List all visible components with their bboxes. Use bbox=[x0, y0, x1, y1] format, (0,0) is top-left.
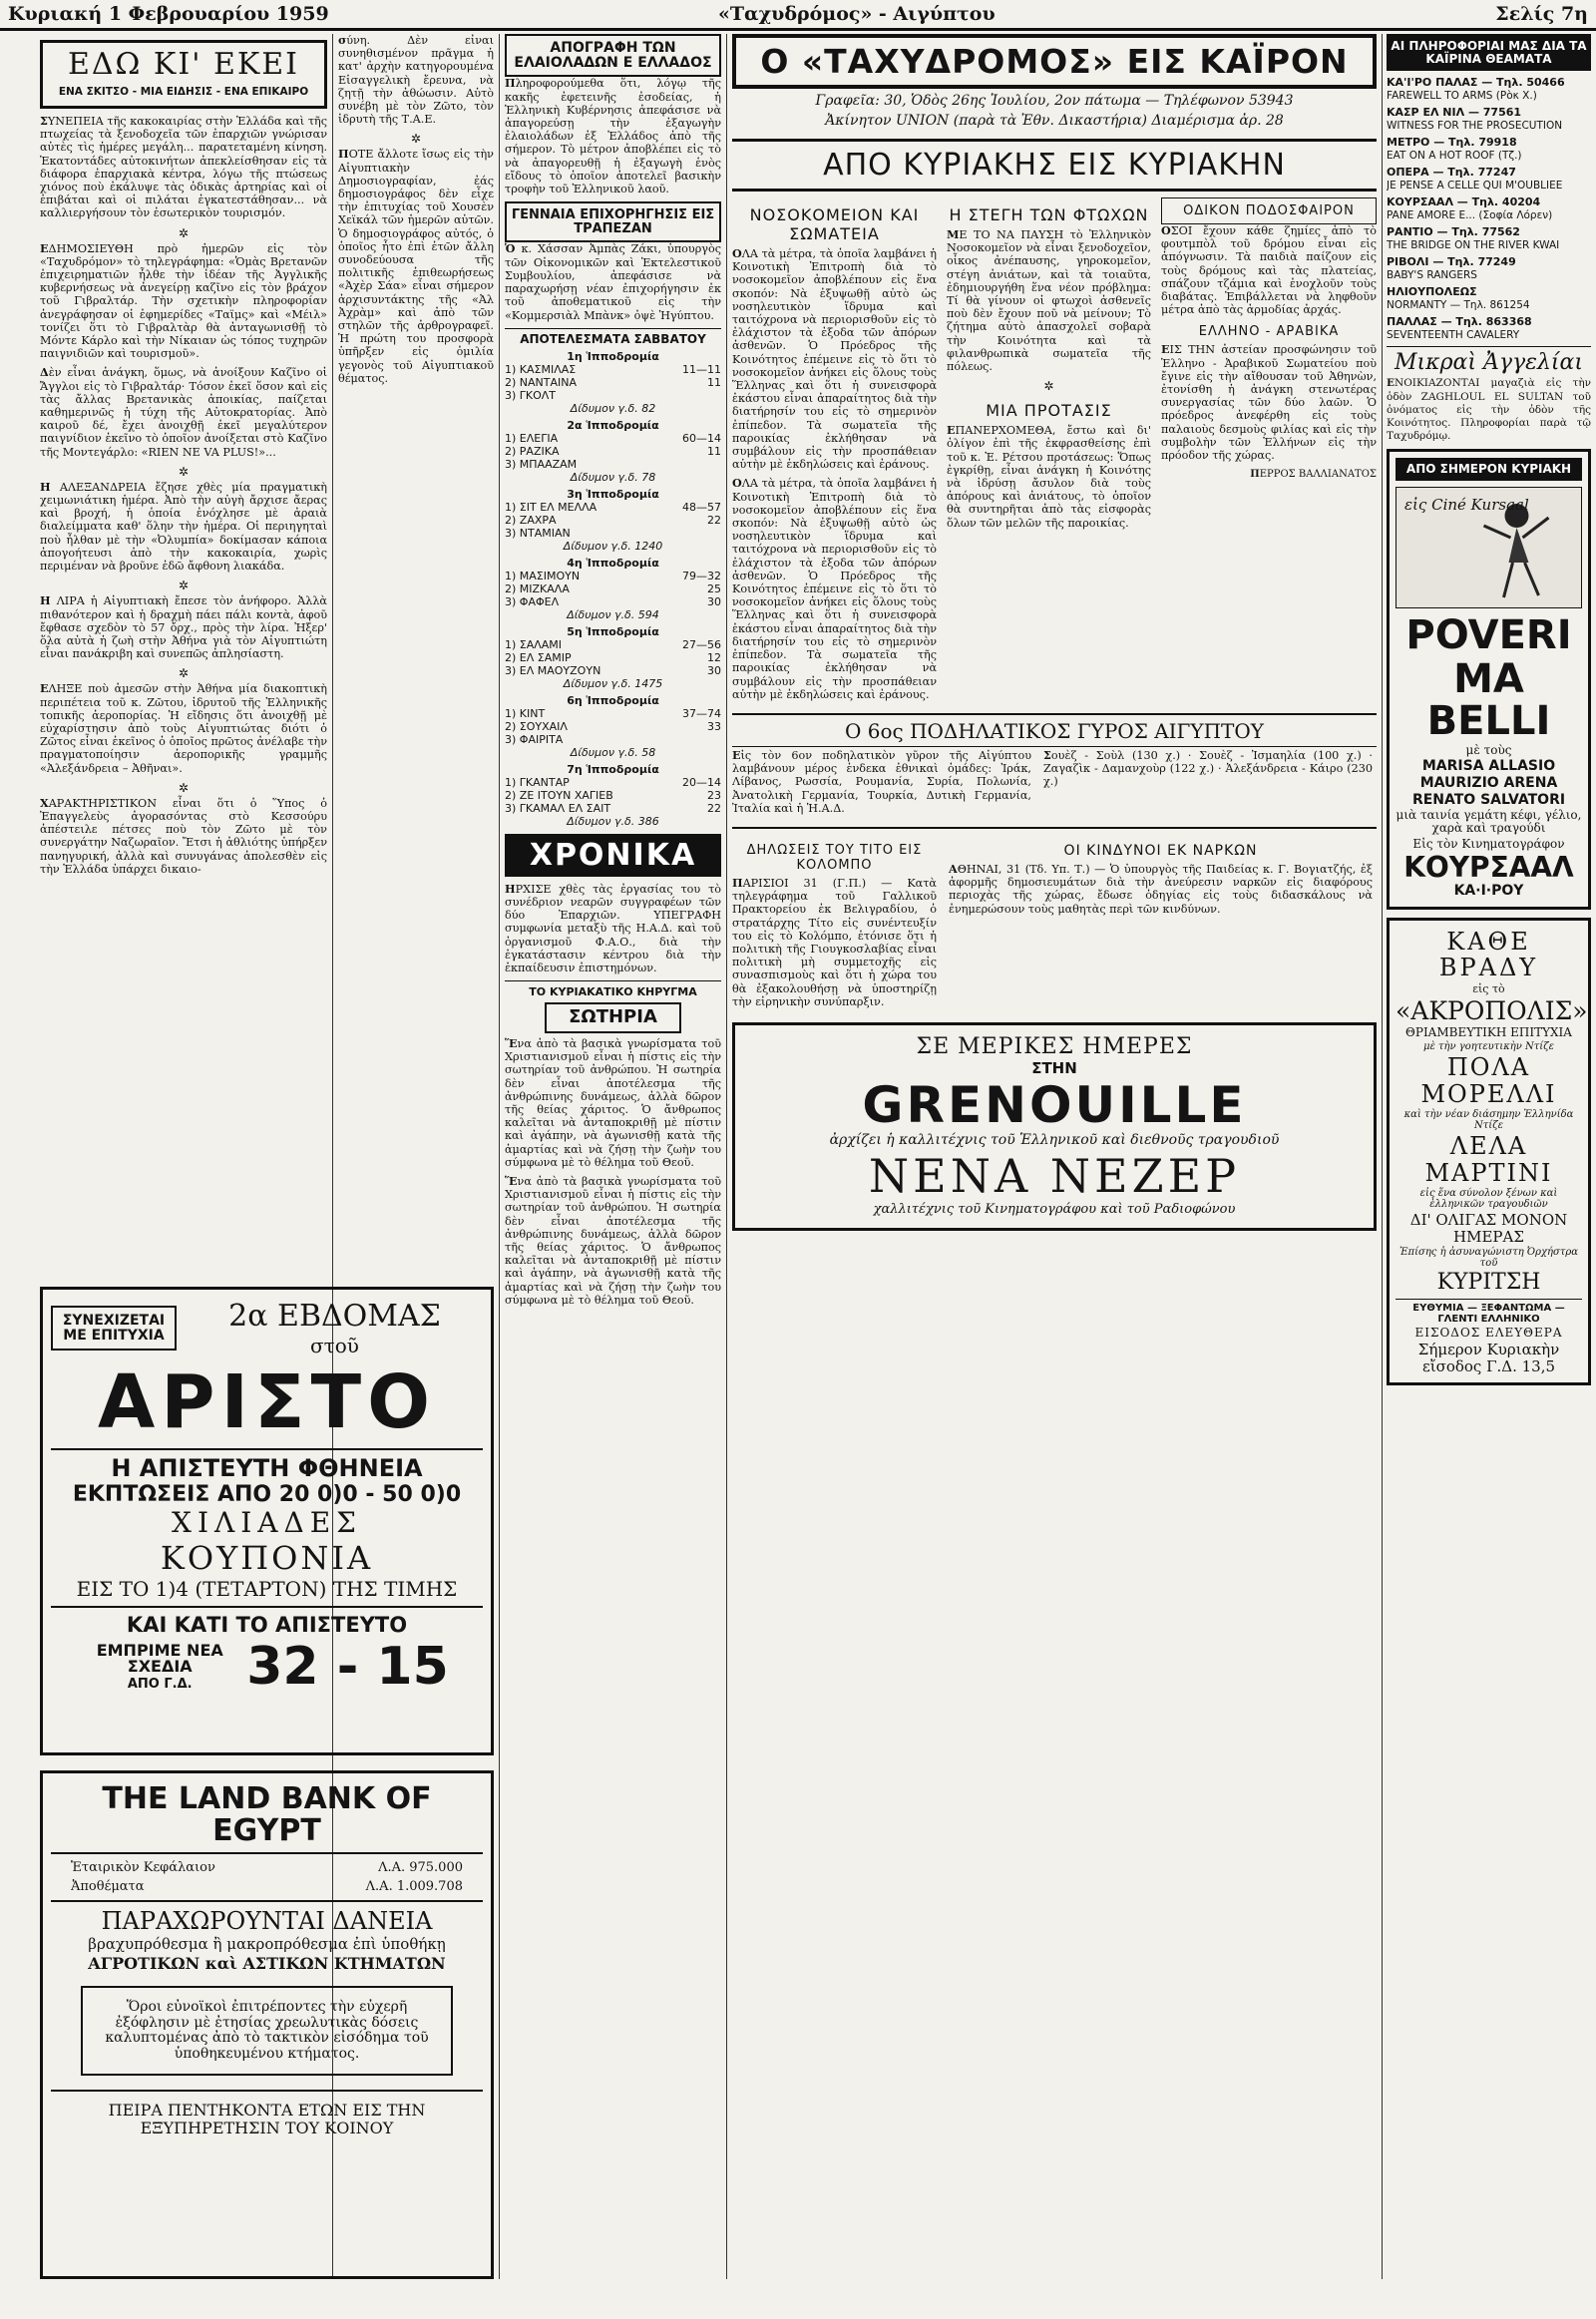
article-paragraph: ΗΡΧΙΣΕ χθὲς τὰς ἐργασίας του τὸ συνέδριον νεαρῶν συγγραφέων τῶν δύο Ἐπαρχιῶν. ΥΠΕΓΡΑΦΗ συμφωνία μεταξὺ τῆς Η.Α.Δ. καὶ τοῦ ὀργανισμοῦ Φ.Α.Ο., διὰ τὴν ἐγκατάστασιν κέντρου διὰ τὴν ἐκπαίδευσιν ἐπιστημόνων. bbox=[505, 881, 721, 974]
theatre-name: ΚΟΥΡΣΑΑΛ — Τηλ. 40204 bbox=[1387, 195, 1541, 209]
grenouille-artist: ΝΕΝΑ ΝΕΖΕΡ bbox=[868, 1148, 1241, 1203]
horse-name: 1) ΜΑΣΙΜΟΥΝ bbox=[505, 569, 581, 582]
header-date: Κυριακή 1 Φεβρουαρίου 1959 bbox=[8, 3, 329, 25]
horse-name: 3) ΕΛ ΜΑΟΥΖΟΥΝ bbox=[505, 663, 601, 677]
theatre-film: NORMANTY — Τηλ. 861254 bbox=[1387, 298, 1530, 311]
grenouille-ad-title: ΣΕ ΜΕΡΙΚΕΣ ΗΜΕΡΕΣ bbox=[916, 1033, 1193, 1059]
theatre-film: THE BRIDGE ON THE RIVER KWAI bbox=[1387, 238, 1560, 251]
edo-ki-ekei-title-box bbox=[40, 40, 327, 109]
aristo-line: ΚΟΥΠΟΝΙΑ bbox=[160, 1538, 374, 1577]
article-paragraph: ΟΣΟΙ ἔχουν κάθε ζημίες ἀπὸ τὸ φουτμπὸλ τοῦ δρόμου εἶναι εἰς ἀπόγνωσιν. Τὰ παιδιὰ παίζουν εἰς τοὺς δρόμους καὶ τὰς πλατείας, σπάζουν τζάμια καὶ ἐνοχλοῦν τοὺς διαβάτας. Ἐπιβάλλεται νὰ ληφθοῦν μέτρα ἀπὸ τὰς ἀρμοδίας ἀρχάς. bbox=[1161, 223, 1377, 317]
greek-arab-headline: ΕΛΛΗΝΟ - ΑΡΑΒΙΚΑ bbox=[1198, 324, 1340, 340]
cinema-info-title: ΑΙ ΠΛΗΡΟΦΟΡΙΑΙ ΜΑΣ ΔΙΑ ΤΑ ΚΑΪΡΙΝΑ ΘΕΑΜΑΤΑ bbox=[1391, 39, 1587, 66]
race-result-row bbox=[505, 789, 721, 802]
land-bank-kinds: ΑΓΡΟΤΙΚΩΝ καὶ ΑΣΤΙΚΩΝ ΚΤΗΜΑΤΩΝ bbox=[88, 1953, 446, 1973]
theatre-listing bbox=[1387, 167, 1591, 192]
aristo-ad-week-block bbox=[187, 1298, 483, 1358]
header-paper: «Ταχυδρόμος» - Αιγύπτου bbox=[718, 3, 996, 25]
horse-name: 2) ΡΑΖΙΚΑ bbox=[505, 444, 560, 458]
cairo-office-address: Γραφεῖα: 30, Ὁδὸς 26ης Ἰουλίου, 2ον πάτωμα — Τηλέφωνον 53943 bbox=[815, 93, 1294, 109]
race-double-payout: Δίδυμον γ.δ. 58 bbox=[570, 745, 656, 759]
article-paragraph: Η ΛΙΡΑ ἡ Αἰγυπτιακὴ ἔπεσε τὸν ἀνήφορο. Ἀλλὰ πιθανότερον καὶ ἡ δραχμὴ πάει πάλι κοντὰ, ἀφοῦ ἔφθασε σχεδὸν τὸ 57 ὄρχ., πρὸς τὴν λίρα. Ἠξερ' ὅλα αὐτὰ ἡ ζωὴ στὴν Ἀθήνα γιὰ τὸν Αἰγυπτιώτη εἶναι πανάκριβη καὶ συνεπῶς ἀπλησίαστη. bbox=[40, 593, 327, 661]
ad-divider bbox=[51, 1606, 483, 1608]
kursaal-poster-illustration bbox=[1396, 487, 1582, 608]
column-rule bbox=[726, 34, 727, 2279]
kursaal-ad-header bbox=[1396, 458, 1582, 481]
theatre-name: ΗΛΙΟΥΠΟΛΕΩΣ bbox=[1387, 285, 1477, 299]
horse-name: 3) ΦΑΙΡΙΤΑ bbox=[505, 732, 564, 746]
race-odds: 23 bbox=[707, 788, 721, 802]
race-result-row bbox=[505, 582, 721, 595]
article-paragraph: ΠΟΤΕ ἄλλοτε ἴσως εἰς τὴν Αἰγυπτιακὴν Δημοσιογραφίαν, ἐάς δημοσιογράφος δὲν εἶχε τὴν ἐπιτυχίας τοῦ Χουσὲν Χεϊκάλ τῶν ἡμερῶν αὐτῶν. Ὁ δημοσιογράφος αὐτός, ὁ ὁποῖος ἦτο ἐπὶ ἐτῶν ἄλλη συνοδεύουσα τῆς πολιτικῆς ἐπιθεωρήσεως «Ἀχὲρ Σάα» εἶναι σήμερον ἀρχισυντάκτης τῆς «Ἀλ Ἀχρὰμ» καὶ ἀπὸ τῶν στηλῶν τῆς ἀρθρογραφεῖ. Ἡ πρώτη του προσφορὰ ὑπῆρξεν εἰς ὁμιλία γεγονὸς τοῦ Αἰγυπτιακοῦ θέματος. bbox=[338, 147, 494, 385]
race-result-row bbox=[505, 501, 721, 514]
land-bank-note: Ὅροι εὐνοϊκοὶ ἐπιτρέποντες τὴν εὐχερῆ ἐξόφλησιν μὲ ἐτησίας χρεωλυτικὰς δόσεις καλυπτομένας ἀπὸ τὸ τακτικὸν εἰσόδημα τοῦ ὑποθηκευμένου κτήματος. bbox=[105, 1999, 429, 2062]
horse-name: 1) ΕΛΕΓΙΑ bbox=[505, 431, 559, 445]
acropolis-venue: «ΑΚΡΟΠΟΛΙΣ» bbox=[1396, 995, 1588, 1025]
classified-ad: ΕΝΟΙΚΙΑΖΟΝΤΑΙ μαγαζιὰ εἰς τὴν ὁδὸν ZAGHLOUL EL SULTAN τοῦ ὀνόματος εἰς τὴν ὁδὸν τῆς Κοινότητος. Πληροφορίαι παρὰ τῷ Ταχυδρόμῳ. bbox=[1387, 377, 1591, 443]
race-heading: 3η Ἱπποδρομία bbox=[567, 487, 659, 501]
article-paragraph: Εἰς τὸν 6ον ποδηλατικὸν γῦρον τῆς Αἰγύπτου λαμβάνουν μέρος ἑνδεκα ἐθνικαὶ ὁμάδες: Ἰράκ, Λίβανος, Ρωσσία, Ρουμανία, Συρία, Πολωνία, Ἀνατολικὴ Γερμανία, Τουρκία, Δυτικὴ Γερμανία, Ἰταλία καὶ ἡ Ἡ.Α.Δ. bbox=[732, 747, 1031, 815]
kursaal-ad-subtitle: εἰς Ciné Kursaal bbox=[1404, 495, 1529, 514]
star-divider: ✲ bbox=[178, 464, 190, 479]
theatre-film: JE PENSE A CELLE QUI M'OUBLIEE bbox=[1387, 179, 1563, 192]
acropolis-success: ΘΡΙΑΜΒΕΥΤΙΚΗ ΕΠΙΤΥΧΙΑ bbox=[1405, 1025, 1572, 1040]
film-actor: MARISA ALLASIO bbox=[1421, 758, 1556, 775]
acropolis-orchestra: ΚΥΡΙΤΣΗ bbox=[1436, 1270, 1541, 1295]
cycling-stages: Σουὲζ - Σοὺλ (130 χ.) · Σουὲζ - Ἰσμαηλία (100 χ.) · Ζαγαζὶκ - Δαμανχοὺρ (122 χ.) · Ἀλεξάνδρεια - Κάιρο (230 χ.) bbox=[1043, 747, 1373, 789]
tito-article bbox=[732, 835, 937, 1014]
race-result-row bbox=[505, 363, 721, 376]
sunday-banner: ΑΠΟ ΚΥΡΙΑΚΗΣ ΕΙΣ ΚΥΡΙΑΚΗΝ bbox=[732, 139, 1377, 192]
article-paragraph: ΕΛΗΞΕ ποὺ ἀμεσῶν στὴν Ἀθήνα μία διακοπτικὴ περιπέτεια τοῦ κ. Ζῶτου, ἰδρυτοῦ τῆς Ἑλληνικῆς τοπικῆς ἀεροπορίας. Ἡ εἴδησις ὅτι ἀνοιχθῇ μὲ εὐχαρίστησιν ἀπὸ τοὺς Αἰγυπτιώτας διότι ὁ Ζῶτος εἶναι ἐκεῖνος ὁ ὁποῖος πρῶτος ἀνέλαβε τὴν πραγματοποίησιν ἀεροπορικῆς γραμμῆς «Ἀλεξάνδρεια – Ἀθῆναι». bbox=[40, 681, 327, 775]
horse-name: 2) ΝΑΝΤΑΙΝΑ bbox=[505, 375, 578, 389]
tito-headline: ΔΗΛΩΣΕΙΣ ΤΟΥ ΤΙΤΟ ΕΙΣ ΚΟΛΟΜΠΟ bbox=[746, 842, 923, 873]
race-result-row bbox=[505, 376, 721, 389]
theatre-list bbox=[1387, 77, 1591, 341]
olive-oil-headline: ΑΠΟΓΡΑΦΗ ΤΩΝ ΕΛΑΙΟΛΑΔΩΝ Ε ΕΛΛΑΔΟΣ bbox=[514, 40, 712, 71]
cairo-column-c bbox=[1161, 197, 1377, 707]
race-odds: 20—14 bbox=[682, 775, 721, 789]
land-bank-note-box bbox=[81, 1986, 453, 2076]
race-odds: 22 bbox=[707, 513, 721, 527]
cairo-three-columns bbox=[732, 197, 1377, 707]
theatre-film: FAREWELL TO ARMS (Ρὸκ Χ.) bbox=[1387, 89, 1537, 102]
race-result-row bbox=[505, 458, 721, 471]
aristo-line: ΚΑΙ ΚΑΤΙ ΤΟ ΑΠΙΣΤΕΥΤΟ bbox=[126, 1612, 408, 1637]
acropolis-today: Σήμερον Κυριακὴν εἴσοδος Γ.Δ. 13,5 bbox=[1417, 1341, 1560, 1375]
kursaal-name: ΚΟΥΡΣΑΑΛ bbox=[1403, 850, 1574, 884]
hospital-headline: ΝΟΣΟΚΟΜΕΙΟΝ ΚΑΙ ΣΩΜΑΤΕΙΑ bbox=[749, 205, 920, 243]
column-two bbox=[338, 34, 494, 1241]
aristo-discounts: ΕΚΠΤΩΣΕΙΣ ΑΠΟ 20 0)0 - 50 0)0 bbox=[72, 1481, 462, 1507]
race-double-payout: Δίδυμον γ.δ. 594 bbox=[567, 607, 659, 621]
race-heading: 1η Ἱπποδρομία bbox=[567, 349, 659, 363]
race-double-payout: Δίδυμον γ.δ. 78 bbox=[570, 470, 656, 484]
ad-divider bbox=[51, 2090, 483, 2092]
mines-headline: ΟΙ ΚΙΝΔΥΝΟΙ ΕΚ ΝΑΡΚΩΝ bbox=[1063, 842, 1258, 859]
race-odds: 22 bbox=[707, 801, 721, 815]
horse-name: 2) ΣΟΥΧΑΙΛ bbox=[505, 719, 568, 733]
divider bbox=[732, 713, 1377, 715]
race-odds: 48—57 bbox=[682, 500, 721, 514]
article-paragraph: Ἕνα ἀπὸ τὰ βασικὰ γνωρίσματα τοῦ Χριστιανισμοῦ εἶναι ἡ πίστις εἰς τὴν σωτηρίαν τοῦ ἀνθρώπου. Ἡ σωτηρία δὲν εἶναι ἀποτέλεσμα τῆς ἀνθρώπινης δυνάμεως, ἀλλὰ δῶρον τῆς θείας χάριτος. Ὁ ἄνθρωπος καλεῖται νὰ ἀνταποκριθῇ μὲ πίστιν καὶ ἀγάπην, νὰ ἀγωνισθῇ κατὰ τῆς ἁμαρτίας καὶ νὰ ζήσῃ τὴν ζωὴν του σύμφωνα μὲ τὸ θέλημα τοῦ Θεοῦ. bbox=[505, 1174, 721, 1307]
grenouille-ad-footer: χαλλιτέχνις τοῦ Κινηματογράφου καὶ τοῦ Ραδιοφώνου bbox=[873, 1202, 1236, 1218]
poor-shelter-headline: Η ΣΤΕΓΗ ΤΩΝ ΦΤΩΧΩΝ bbox=[949, 205, 1149, 224]
headline-box bbox=[1161, 197, 1377, 224]
race-double-payout: Δίδυμον γ.δ. 82 bbox=[570, 401, 656, 415]
acropolis-entry: ΕΙΣΟΔΟΣ ΕΛΕΥΘΕΡΑ bbox=[1414, 1326, 1563, 1341]
grenouille-ad-text: ἀρχίζει ἡ καλλιτέχνις τοῦ Ἑλληνικοῦ καὶ διεθνοῦς τραγουδιοῦ bbox=[829, 1132, 1280, 1149]
cycling-tour-body bbox=[732, 749, 1377, 821]
film-actor: RENATO SALVATORI bbox=[1411, 791, 1566, 808]
column-three bbox=[505, 34, 721, 2278]
horse-name: 3) ΜΠΑΑΖΑΜ bbox=[505, 457, 578, 471]
race-result-row bbox=[505, 595, 721, 608]
horse-name: 3) ΝΤΑΜΙΑΝ bbox=[505, 526, 571, 540]
cairo-column-b bbox=[947, 197, 1151, 707]
land-bank-reserves-value: Λ.Α. 1.009.708 bbox=[365, 1879, 463, 1894]
race-results bbox=[505, 333, 721, 828]
race-odds: 33 bbox=[707, 719, 721, 733]
ad-divider bbox=[51, 1852, 483, 1854]
horse-name: 2) ΜΙΖΚΑΛΑ bbox=[505, 581, 570, 595]
theatre-film: EAT ON A HOT ROOF (Τζ.) bbox=[1387, 149, 1522, 162]
race-result-row bbox=[505, 570, 721, 582]
race-heading: 4η Ἱπποδρομία bbox=[567, 556, 659, 570]
article-paragraph: ΜΕ ΤΟ ΝΑ ΠΑΥΣΗ τὸ Ἑλληνικὸν Νοσοκομεῖον νὰ εἶναι ξενοδοχεῖον, οἶκος ἀνέπαυσης, γηροκομεῖον, στέγη ἀνιάτων, καὶ τὰ τοιαῦτα, ἐδημιουργήθη ἕνα νέον πρόβλημα: Τί θὰ γίνουν οἱ φτωχοὶ ἀσθενεῖς ποὺ δὲν ἔχουν ποῦ νὰ μείνουν; Τὸ ζήτημα αὐτὸ ἀπασχολεῖ σοβαρὰ τὴν Κοινότητα καὶ τὰ φιλανθρωπικὰ σωματεῖα τῆς πόλεως. bbox=[947, 227, 1151, 374]
land-bank-advertisement bbox=[40, 1770, 494, 2279]
race-odds: 30 bbox=[707, 594, 721, 608]
column-cinemas bbox=[1387, 34, 1591, 2283]
article-paragraph: ΑΘΗΝΑΙ, 31 (Τδ. Υπ. Τ.) — Ὁ ὑπουργὸς τῆς Παιδείας κ. Γ. Βογιατζής, ἐξ ἀφορμῆς δημοσιευμάτων διὰ τὴν ἀνεύρεσιν ναρκῶν εἰς διαφόρους περιοχὰς τῆς χώρας, ἔδωσε ὁδηγίας εἰς τοὺς διδασκάλους νὰ ἐνημερώσουν τοὺς μαθητὰς περὶ τῶν κινδύνων. bbox=[949, 861, 1373, 916]
land-bank-title: THE LAND BANK OF EGYPT bbox=[102, 1781, 432, 1848]
horse-name: 3) ΦΑΦΕΛ bbox=[505, 594, 560, 608]
edo-ki-ekei-title: ΕΔΩ ΚΙ' ΕΚΕΙ bbox=[67, 47, 300, 82]
race-result-row bbox=[505, 720, 721, 733]
column-rule bbox=[499, 34, 500, 2279]
bottom-news bbox=[732, 835, 1377, 1014]
headline-box bbox=[545, 1002, 681, 1033]
race-odds: 12 bbox=[707, 650, 721, 664]
horse-name: 1) ΚΑΣΜΙΛΑΣ bbox=[505, 362, 577, 376]
race-result-row bbox=[505, 527, 721, 540]
theatre-listing bbox=[1387, 286, 1591, 311]
article-paragraph: ΟΛΑ τὰ μέτρα, τὰ ὁποῖα λαμβάνει ἡ Κοινοτικὴ Ἐπιτροπὴ διὰ τὸ νοσοκομεῖον ἀποβλέπουν εἰς ἕνα σκοπόν: Νὰ ἐξυψωθῇ αὐτὸ ὡς νοσηλευτικὸν ἵδρυμα καὶ ταιτόχρονα νὰ περιορισθοῦν εἰς τὸ ἐλάχιστον τὰ ἐξοδα τῶν ἀπόρων ἀσθενῶν. Ὁ Πρόεδρος τῆς Κοινότητος ἐπέμεινε εἰς τὸ ὅτι τὸ νοσοκομεῖον ἀνήκει εἰς ὅλους τοὺς Ἕλληνας καὶ ὅτι ἡ συνεισφορὰ ἑκάστου εἶναι ἀπαραίτητος διὰ τὴν διατήρησίν του εἰς τὸ σημερινὸν ἐπίπεδον. Τὰ σωματεῖα τῆς παροικίας ἐκλήθησαν νὰ συμβάλουν εἰς τὴν προσπάθειαν αὐτὴν μὲ ἐκδηλώσεις καὶ ἐράνους. bbox=[732, 246, 937, 472]
column-edo-ki-ekei bbox=[40, 34, 327, 1281]
theatre-name: ΟΠΕΡΑ — Τηλ. 77247 bbox=[1387, 166, 1516, 180]
aristo-line: ΧΙΛΙΑΔΕΣ bbox=[172, 1505, 362, 1539]
aristo-line: ΕΙΣ ΤΟ 1)4 (ΤΕΤΑΡΤΟΝ) ΤΗΣ ΤΙΜΗΣ bbox=[76, 1576, 458, 1601]
film-title-line1: POVERI bbox=[1405, 611, 1572, 658]
race-heading: 7η Ἱπποδρομία bbox=[567, 762, 659, 776]
grenouille-venue: GRENOUILLE bbox=[862, 1075, 1247, 1134]
star-divider: ✲ bbox=[178, 225, 190, 240]
race-odds: 11 bbox=[707, 375, 721, 389]
horse-name: 2) ΕΛ ΣΑΜΙΡ bbox=[505, 650, 572, 664]
horse-name: 1) ΣΙΤ ΕΛ ΜΕΛΛΑ bbox=[505, 500, 598, 514]
acropolis-duration: ΔΙ' ΟΛΙΓΑΣ ΜΟΝΟΝ ΗΜΕΡΑΣ bbox=[1409, 1211, 1568, 1246]
classifieds-title: Μικραὶ Ἀγγελίαι bbox=[1394, 350, 1584, 376]
star-divider: ✲ bbox=[178, 666, 190, 681]
race-odds: 79—32 bbox=[682, 569, 721, 582]
theatre-listing bbox=[1387, 226, 1591, 251]
chronika-logo: ΧΡΟΝΙΚΑ bbox=[505, 834, 721, 877]
aristo-ad-top bbox=[51, 1298, 483, 1358]
film-description: μιὰ ταινία γεμάτη κέφι, γέλιο, χαρὰ καὶ τραγούδι bbox=[1396, 808, 1582, 836]
horse-name: 1) ΓΚΑΝΤΑΡ bbox=[505, 775, 570, 789]
race-heading: 2α Ἱπποδρομία bbox=[567, 418, 659, 432]
aristo-ad-store-label: στοῦ bbox=[310, 1334, 359, 1357]
horse-name: 2) ΖΑΧΡΑ bbox=[505, 513, 557, 527]
race-double-payout: Δίδυμον γ.δ. 386 bbox=[567, 814, 659, 828]
horse-name: 3) ΓΚΟΛΤ bbox=[505, 388, 557, 402]
theatre-name: ΠΑΛΛΑΣ — Τηλ. 863368 bbox=[1387, 315, 1532, 329]
race-result-row bbox=[505, 638, 721, 651]
land-bank-footer: ΠΕΙΡΑ ΠΕΝΤΗΚΟΝΤΑ ΕΤΩΝ ΕΙΣ ΤΗΝ ΕΞΥΠΗΡΕΤΗΣΙΝ ΤΟΥ ΚΟΙΝΟΥ bbox=[108, 2101, 426, 2137]
article-paragraph: ΣΥΝΕΠΕΙΑ τῆς κακοκαιρίας στὴν Ἑλλάδα καὶ τῆς πτωχείας τὰ ξενοδοχεῖα τῶν ἐπαρχιῶν γνώρισαν αὐτὲς τὶς ἡμέρες μεγάλη... παρατεταμένη κίνηση. Ἐκατοντάδες αὐτοκινήτων ἀπεκλείσθησαν εἰς τὰ διάφορα ἐπαρχιακὰ κέντρα, λόγω τῆς πτώσεως χιόνος ποὺ ἐκάλυψε τὰς ὁδικὰς ἀρτηρίας καὶ οἱ ἐπιβάται καὶ οἱ πιλάται ἐγκατεστάθησαν... νὰ καλλιεργήσουν τὸν ἐσωτερικὸν τουρισμόν. bbox=[40, 114, 327, 220]
horse-name: 1) ΣΑΛΑΜΙ bbox=[505, 637, 563, 651]
land-bank-capital-value: Λ.Α. 975.000 bbox=[378, 1860, 463, 1875]
acropolis-ad-text: καὶ τὴν νέαν διάσημην Ἑλληνίδα Ντίζε bbox=[1403, 1109, 1574, 1132]
land-bank-capital bbox=[71, 1860, 463, 1875]
acropolis-artist: ΛΕΛΑ ΜΑΡΤΙΝΙ bbox=[1424, 1132, 1553, 1187]
race-odds: 27—56 bbox=[682, 637, 721, 651]
theatre-name: ΡΑΝΤΙΟ — Τηλ. 77562 bbox=[1387, 225, 1520, 239]
film-actor: MAURIZIO ARENA bbox=[1419, 774, 1558, 791]
star-divider: ✲ bbox=[178, 579, 190, 593]
race-result-row bbox=[505, 432, 721, 445]
theatre-film: WITNESS FOR THE PROSECUTION bbox=[1387, 119, 1563, 132]
kursaal-ad-title: ΑΠΟ ΣΗΜΕΡΟΝ ΚΥΡΙΑΚΗ bbox=[1405, 462, 1572, 477]
race-odds: 11—11 bbox=[682, 362, 721, 376]
cinema-info-header bbox=[1387, 34, 1591, 71]
edo-ki-ekei-subtitle: ΕΝΑ ΣΚΙΤΣΟ - ΜΙΑ ΕΙΔΗΣΙΣ - ΕΝΑ ΕΠΙΚΑΙΡΟ bbox=[58, 86, 309, 98]
acropolis-ad-in: εἰς τὸ bbox=[1472, 981, 1505, 995]
acropolis-orchestra-label: Ἐπίσης ἡ ἀσυναγώνιστη Ὀρχήστρα τοῦ bbox=[1398, 1247, 1579, 1269]
race-results-title: ΑΠΟΤΕΛΕΣΜΑΤΑ ΣΑΒΒΑΤΟΥ bbox=[520, 331, 706, 346]
kursaal-advertisement bbox=[1387, 449, 1591, 909]
bank-grant-headline: ΓΕΝΝΑΙΑ ΕΠΙΧΟΡΗΓΗΣΙΣ ΕΙΣ ΤΡΑΠΕΖΑΝ bbox=[511, 207, 715, 236]
race-result-row bbox=[505, 664, 721, 677]
grenouille-advertisement bbox=[732, 1022, 1377, 1231]
theatre-listing bbox=[1387, 77, 1591, 102]
article-paragraph: ΕΙΣ ΤΗΝ ἀστείαν προσφώνησιν τοῦ Ἑλληνο - Ἀραβικοῦ Σωματείου ποὺ ἔγινε εἰς τὴν αἴθουσαν τοῦ Ἀθηνὼν, ἐτονίσθη ἡ ἀνάγκη στενωτέρας συνεργασίας τῶν δύο λαῶν. Ὁ πρόεδρος ἀνεφέρθη εἰς τοὺς παλαιοὺς δεσμοὺς φιλίας καὶ εἰς τὴν συμβολὴν τῶν Ἑλλήνων εἰς τὴν πρόοδον τῆς χώρας. bbox=[1161, 342, 1377, 463]
kursaal-city: ΚΑ·Ι·ΡΟΥ bbox=[1453, 883, 1524, 900]
race-heading: 5η Ἱπποδρομία bbox=[567, 624, 659, 638]
cairo-column-a bbox=[732, 197, 937, 707]
article-paragraph: Ἕνα ἀπὸ τὰ βασικὰ γνωρίσματα τοῦ Χριστιανισμοῦ εἶναι ἡ πίστις εἰς τὴν σωτηρίαν τοῦ ἀνθρώπου. Ἡ σωτηρία δὲν εἶναι ἀποτέλεσμα τῆς ἀνθρώπινης δυνάμεως, ἀλλὰ δῶρον τῆς θείας χάριτος. Ὁ ἄνθρωπος καλεῖται νὰ ἀνταποκριθῇ μὲ πίστιν καὶ ἀγάπην, νὰ ἀγωνισθῇ κατὰ τῆς ἁμαρτίας καὶ νὰ ζήσῃ τὴν ζωὴν του σύμφωνα μὲ τὸ θέλημα τοῦ Θεοῦ. bbox=[505, 1036, 721, 1169]
cairo-masthead: Ο «ΤΑΧΥΔΡΟΜΟΣ» ΕΙΣ ΚΑΪΡΟΝ bbox=[732, 34, 1377, 89]
aristo-price-label bbox=[85, 1641, 234, 1694]
theatre-listing bbox=[1387, 107, 1591, 132]
article-paragraph: ΕΠΑΝΕΡΧΟΜΕΘΑ, ἔστω καὶ δι' ὀλίγον ἐπὶ τῆς ἐκφρασθείσης ἐπὶ τοῦ κ. Ἐ. Ρέτσου προτάσεως: Ὅπως ἐγκρίθῃ, εἶναι ἀνάγκη ἡ Κοινότης νὰ ἱδρύσῃ ἄσυλον διὰ τοὺς ἀπόρους καὶ ἀνιάτους, τὸ ὁποῖον θὰ συντηρῆται ἀπὸ τὰς εἰσφορὰς ὅλων τῶν μελῶν τῆς παροικίας. bbox=[947, 423, 1151, 530]
aristo-ad-continues-text: ΣΥΝΕΧΙΖΕΤΑΙ ΜΕ ΕΠΙΤΥΧΙΑ bbox=[62, 1312, 166, 1344]
race-odds: 60—14 bbox=[682, 431, 721, 445]
film-cast-label: μὲ τοὺς bbox=[1465, 742, 1512, 757]
cycling-tour-headline: Ο 6ος ΠΟΔΗΛΑΤΙΚΟΣ ΓΥΡΟΣ ΑΙΓΥΠΤΟΥ bbox=[732, 721, 1377, 747]
aristo-advertisement bbox=[40, 1287, 494, 1755]
race-result-row bbox=[505, 802, 721, 815]
horse-name: 2) ΖΕ ΙΤΟΥΝ ΧΑΓΙΕΒ bbox=[505, 788, 613, 802]
race-result-row bbox=[505, 776, 721, 789]
proposal-headline: ΜΙΑ ΠΡΟΤΑΣΙΣ bbox=[986, 401, 1112, 421]
horse-name: 1) ΚΙΝΤ bbox=[505, 706, 546, 720]
headline-box bbox=[505, 34, 721, 77]
film-title-line2: MA BELLI bbox=[1426, 655, 1551, 744]
race-list bbox=[505, 350, 721, 828]
column-rule bbox=[1382, 34, 1383, 2279]
ad-divider bbox=[51, 1448, 483, 1450]
acropolis-ad-title: ΚΑΘΕ ΒΡΑΔΥ bbox=[1438, 927, 1539, 982]
theatre-film: PANE AMORE E... (Σοφία Λόρεν) bbox=[1387, 208, 1553, 221]
race-double-payout: Δίδυμον γ.δ. 1475 bbox=[563, 676, 663, 690]
divider bbox=[1387, 346, 1591, 347]
acropolis-advertisement bbox=[1387, 918, 1591, 1386]
article-paragraph: ΠΑΡΙΣΙΟΙ 31 (Γ.Π.) — Κατὰ τηλεγράφημα τοῦ Γαλλικοῦ Πρακτορείου ἐκ Βελιγραδίου, ὁ στρατάρχης Τίτο εἰς συνέντευξίν του εἰς τὸ Κολόμπο, ἐτόνισε ὅτι ἡ πολιτικὴ τῆς Γιουγκοσλαβίας εἶναι πολιτικὴ μὴ συμμετοχῆς εἰς συνασπισμοὺς καὶ ὅτι ἡ χώρα του θὰ ἐξακολουθήσῃ νὰ ὑποστηρίζῃ τὴν εἰρηνικὴν συνύπαρξιν. bbox=[732, 875, 937, 1008]
article-paragraph: ΧΑΡΑΚΤΗΡΙΣΤΙΚΟΝ εἶναι ὅτι ὁ Ὕπος ὁ Ἐπαγγελεὺς ἀγορασόντας στὸ Κεσσούρυ ἀπέστειλε πέτσες ποὺ τὸν Ζῶτο μὲ τὸν συνεργάτην Ναζωραῖον. Ἔτσι ἡ ἀθλιότης ὑπήρξεν πανηγυρική, ἀλλὰ καὶ συνυγάνας ἀπολεσθὲν εἰς τὴν Ἑλλάδα ὑπάρχει δικαιο- bbox=[40, 795, 327, 876]
divider bbox=[732, 827, 1377, 829]
theatre-name: ΚΑΣΡ ΕΛ ΝΙΛ — 77561 bbox=[1387, 106, 1522, 120]
street-football-headline: ΟΔΙΚΟΝ ΠΟΔΟΣΦΑΙΡΟΝ bbox=[1183, 203, 1355, 218]
header-page-number: Σελίς 7η bbox=[1495, 3, 1588, 25]
aristo-ad-continues bbox=[51, 1306, 177, 1351]
aristo-ad-week: 2α ΕΒΔΟΜΑΣ bbox=[228, 1299, 441, 1334]
theatre-name: ΡΙΒΟΛΙ — Τηλ. 77249 bbox=[1387, 255, 1516, 269]
page-header bbox=[0, 0, 1596, 31]
acropolis-ad-text: μὲ τὴν γοητευτικὴν Ντίζε bbox=[1422, 1041, 1555, 1053]
aristo-line: ΕΜΠΡΙΜΕ ΝΕΑ ΣΧΕΔΙΑ bbox=[96, 1640, 223, 1677]
grenouille-ad-in: ΣΤΗΝ bbox=[1031, 1059, 1077, 1078]
acropolis-features: ΕΥΘΥΜΙΑ — ΞΕΦΑΝΤΩΜΑ — ΓΛΕΝΤΙ ΕΛΛΗΝΙΚΟ bbox=[1412, 1303, 1565, 1325]
race-result-row bbox=[505, 733, 721, 746]
ad-divider bbox=[51, 1900, 483, 1902]
race-heading: 6η Ἱπποδρομία bbox=[567, 693, 659, 707]
aristo-price-row bbox=[51, 1638, 483, 1697]
cairo-office-building: Ἀκίνητον UNION (παρὰ τὰ Ἐθν. Δικαστήρια) Διαμέρισμα ἀρ. 28 bbox=[825, 113, 1284, 129]
theatre-listing bbox=[1387, 196, 1591, 221]
land-bank-capital-label: Ἑταιρικὸν Κεφάλαιον bbox=[71, 1860, 215, 1875]
land-bank-terms: βραχυπρόθεσμα ἢ μακροπρόθεσμα ἐπὶ ὑποθήκῃ bbox=[88, 1935, 446, 1954]
race-odds: 25 bbox=[707, 581, 721, 595]
star-divider: ✲ bbox=[410, 132, 422, 147]
divider bbox=[505, 328, 721, 329]
theatre-listing bbox=[1387, 256, 1591, 281]
headline-box bbox=[505, 201, 721, 242]
sermon-headline: ΣΩΤΗΡΙΑ bbox=[569, 1006, 657, 1028]
acropolis-ad-text: εἰς ἕνα σύνολον ξένων καὶ ἑλληνικῶν τραγουδιῶν bbox=[1419, 1188, 1558, 1210]
article-paragraph: Δὲν εἶναι ἀνάγκη, ὅμως, νὰ ἀνοίξουν Καζῖνο οἱ Ἄγγλοι εἰς τὸ Γιβραλτάρ· Τόσον ἐκεῖ ὅσον καὶ εἰς τὰς ἄλλας Βρετανικὰς ἀποικίας, παίζεται καθημερινῶς ἡ τύχη τῆς Αὐτοκρατορίας. Ἀπὸ καιροῦ δέ, ἔχει ἀνοιχθῇ ἐκεῖ μεγαλύτερον παιγνίδιον ἐκεῖνο τὸ ὁποῖον ἀνοίξεται στὸ Καζῖνο τῆς Μοντεγάρλο: «RIEN NE VA PLUS!»... bbox=[40, 365, 327, 459]
theatre-listing bbox=[1387, 137, 1591, 162]
divider bbox=[1396, 1299, 1582, 1300]
aristo-line: Η ΑΠΙΣΤΕΥΤΗ ΦΘΗΝΕΙΑ bbox=[111, 1453, 423, 1482]
race-result-row bbox=[505, 389, 721, 402]
horse-name: 3) ΓΚΑΜΑΛ ΕΛ ΣΑΙΤ bbox=[505, 801, 611, 815]
theatre-film: SEVENTEENTH CAVALERY bbox=[1387, 328, 1520, 341]
article-paragraph: Πληροφορούμεθα ὅτι, λόγῳ τῆς κακῆς ἐφετεινῆς ἐσοδείας, ἡ Ἑλληνικὴ Κυβέρνησις ἀπεφάσισε νὰ ἀπαγορεύσῃ τὴν ἐξαγωγὴν ἐλαιολάδων ἐξ Ἑλλάδος ἀπὸ τῆς σήμερον. Τὸ μέτρον ἀποβλέπει εἰς τὸ νὰ ἀπαγορευθῇ ἡ ἐξαγωγὴ ἑνὸς εἴδους τὸ ὁποῖον ἀποτελεῖ βασικὴν τροφὴν τοῦ Ἑλληνικοῦ λαοῦ. bbox=[505, 76, 721, 195]
land-bank-reserves-label: Ἀποθέματα bbox=[71, 1879, 145, 1894]
article-paragraph: ΟΛΑ τὰ μέτρα, τὰ ὁποῖα λαμβάνει ἡ Κοινοτικὴ Ἐπιτροπὴ διὰ τὸ νοσοκομεῖον ἀποβλέπουν εἰς ἕνα σκοπόν: Νὰ ἐξυψωθῇ αὐτὸ ὡς νοσηλευτικὸν ἵδρυμα καὶ ταιτόχρονα νὰ περιορισθοῦν εἰς τὸ ἐλάχιστον τὰ ἐξοδα τῶν ἀπόρων ἀσθενῶν. Ὁ Πρόεδρος τῆς Κοινότητος ἐπέμεινε εἰς τὸ ὅτι τὸ νοσοκομεῖον ἀνήκει εἰς ὅλους τοὺς Ἕλληνας καὶ ὅτι ἡ συνεισφορὰ ἑκάστου εἶναι ἀπαραίτητος διὰ τὴν διατήρησίν του εἰς τὸ σημερινὸν ἐπίπεδον. Τὰ σωματεῖα τῆς παροικίας ἐκλήθησαν νὰ συμβάλουν εἰς τὴν προσπάθειαν αὐτὴν μὲ ἐκδηλώσεις καὶ ἐράνους. bbox=[732, 476, 937, 701]
article-paragraph: Ὁ κ. Χάσσαν Ἀμπὰς Ζάκι, ὑπουργὸς τῶν Οἰκονομικῶν καὶ Ἐκτελεστικοῦ Συμβουλίου, ἀπεφάσισε νὰ παραχωρήσῃ νέαν ἐπιχορήγησιν ἐκ τοῦ ἀποθεματικοῦ εἰς τὴν «Κομμερσιὰλ Μπὰνκ» ὀψὲ Ἠγύπτου. bbox=[505, 241, 721, 322]
aristo-line: ΑΠΟ Γ.Δ. bbox=[127, 1677, 193, 1693]
race-odds: 11 bbox=[707, 444, 721, 458]
aristo-price: 32 - 15 bbox=[246, 1637, 449, 1697]
theatre-name: ΜΕΤΡΟ — Τηλ. 79918 bbox=[1387, 136, 1517, 150]
article-paragraph: Η ΑΛΕΞΑΝΔΡΕΙΑ ἔζησε χθὲς μία πραγματικὴ χειμωνιάτικη ἡμέρα. Ἀπὸ τὴν αὐγὴ ἄρχισε ἄερας καὶ βροχή, ἡ ὁποία ἐνόχλησε μὲ ἀραιὰ διαλείμματα καθ' ὅλην τὴν ἡμέρα. Οἱ περιηγηταὶ ποὺ ἦλθαν μὲ τὴν «Ὀλυμπία» δοκίμασαν κάποια ἀπογοήτευσι ἀπὸ τὴν κακοκαιρία, χωρὶς περιμέναν νὰ βροῦνε ἐδῶ ἄφθονη λιακάδα. bbox=[40, 479, 327, 574]
article-paragraph: σύνη. Δὲν εἶναι συνηθισμένον πρᾶγμα ἡ κατ' ἀρχὴν κατηγορουμένα Εἰσαγγελικὴ ἔρευνα, νὰ ζητῇ τὴν ἀθώωσιν. Αὐτὸ συνέβη μὲ τὸν Ζῶτο, τὸν ἰδρυτὴ τῆς Τ.Α.Ε. bbox=[338, 34, 494, 127]
race-result-row bbox=[505, 651, 721, 664]
mines-article bbox=[949, 835, 1373, 1014]
theatre-film: BABY'S RANGERS bbox=[1387, 268, 1477, 281]
star-divider: ✲ bbox=[178, 780, 190, 795]
race-odds: 37—74 bbox=[682, 706, 721, 720]
star-divider: ✲ bbox=[1043, 379, 1054, 394]
divider bbox=[505, 980, 721, 981]
theatre-name: ΚΑ'Ι'ΡΟ ΠΑΛΑΣ — Τηλ. 50466 bbox=[1387, 76, 1565, 90]
race-result-row bbox=[505, 707, 721, 720]
sermon-section-title: ΤΟ ΚΥΡΙΑΚΑΤΙΚΟ ΚΗΡΥΓΜΑ bbox=[529, 985, 697, 999]
acropolis-artist: ΠΟΛΑ ΜΟΡΕΛΛΙ bbox=[1420, 1053, 1557, 1108]
race-result-row bbox=[505, 514, 721, 527]
article-signature: ΠΕΡΡΟΣ ΒΑΛΛΙΑΝΑΤΟΣ bbox=[1250, 469, 1377, 481]
column-tachydromos-cairo bbox=[732, 34, 1377, 2283]
land-bank-reserves bbox=[71, 1879, 463, 1894]
film-venue-label: Εἰς τὸν Κινηματογράφον bbox=[1412, 836, 1565, 851]
aristo-brand: ΑΡΙΣΤΟ bbox=[98, 1359, 436, 1445]
land-bank-loans: ΠΑΡΑΧΩΡΟΥΝΤΑΙ ΔΑΝΕΙΑ bbox=[101, 1907, 433, 1935]
race-double-payout: Δίδυμον γ.δ. 1240 bbox=[563, 539, 663, 553]
article-paragraph: ΕΔΗΜΟΣΙΕΥΘΗ πρὸ ἡμερῶν εἰς τὸν «Ταχυδρόμον» τὸ τηλεγράφημα: «Ὁμὰς Βρετανῶν ἐπιχειρηματιῶν ἦλθε τὴν ἰδέαν τῆς Ἀγγλικῆς κυβερνήσεως νὰ ἀνεγείρῃ καζῖνο εἰς τὸν βράχον τοῦ Γιβραλτάρ. Τὴν σχετικὴν πληροφορίαν ἀνεγράφησαν οἱ ἐφημερίδες «Ταϊμς» καὶ «Μέιλ» τονίζει ὅτι τὸ Γιβραλτὰρ θὰ ἀνταγωνισθῇ τὸ Μόντε Κάρλο καὶ τὴν Νίκαιαν ὡς τόπος τυχηρῶν παιγνιδιῶν καὶ τουρισμοῦ». bbox=[40, 240, 327, 361]
theatre-listing bbox=[1387, 316, 1591, 341]
race-result-row bbox=[505, 445, 721, 458]
race-odds: 30 bbox=[707, 663, 721, 677]
